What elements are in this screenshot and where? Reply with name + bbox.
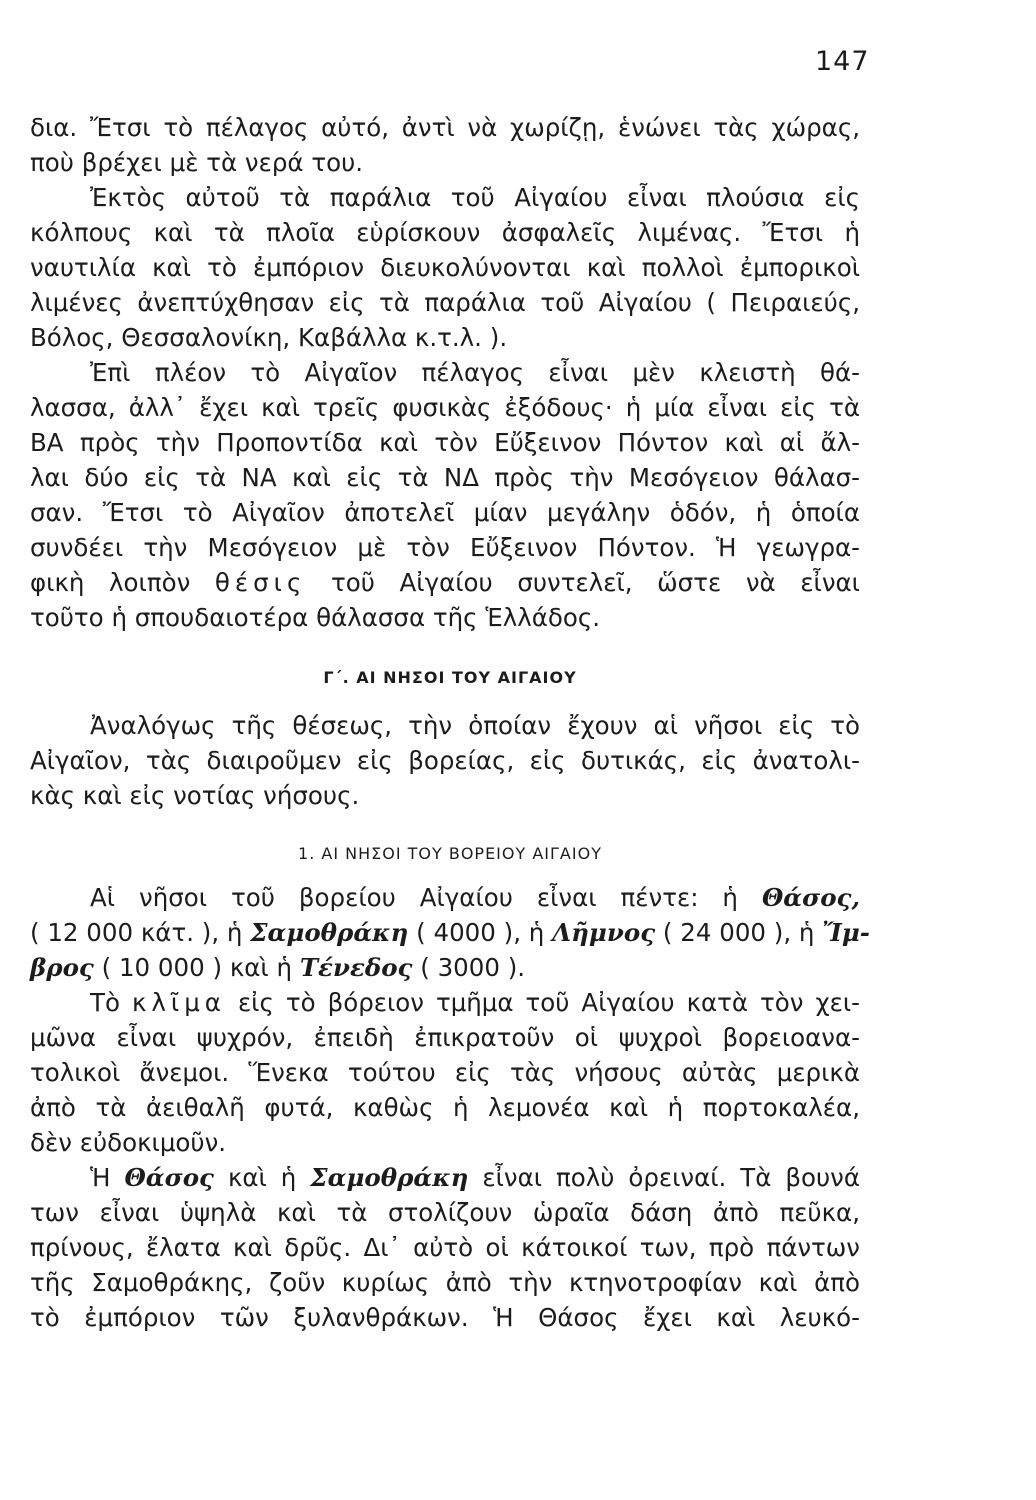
text-line: τοῦτο ἡ σπουδαιοτέρα θάλασσα τῆς Ἑλλάδος. — [30, 603, 601, 632]
text-line: ἀπὸ τὰ ἀειθαλῆ φυτά, καθὼς ἡ λεμονέα καὶ ἡ πορτοκαλέα, — [30, 1093, 860, 1122]
text-fragment: καὶ ἡ — [227, 1163, 297, 1192]
text-line — [30, 985, 860, 1020]
text-line: των εἶναι ὑψηλὰ καὶ τὰ στολίζουν ὡραῖα δάση ἀπὸ πεῦκα, — [30, 1198, 860, 1227]
text-line: κὰς καὶ εἰς νοτίας νήσους. — [30, 781, 360, 810]
text-fragment: Τὸ — [90, 988, 120, 1017]
section-islands-intro — [30, 708, 860, 813]
text-line: Αἰγαῖον, τὰς διαιροῦμεν εἰς βορείας, εἰς δυτικάς, εἰς ἀνατολι- — [30, 746, 860, 775]
text-line: σαν. Ἔτσι τὸ Αἰγαῖον ἀποτελεῖ μίαν μεγάλην ὁδόν, ἡ ὁποία — [30, 498, 860, 527]
island-name-samothraki: Σαμοθράκη — [310, 1163, 469, 1192]
island-name-samothraki: Σαμοθράκη — [250, 918, 409, 947]
island-name-thasos: Θάσος, — [761, 883, 860, 912]
text-line: δὲν εὐδοκιμοῦν. — [30, 1128, 227, 1157]
section-heading: Γ΄. ΑΙ ΝΗΣΟΙ ΤΟΥ ΑΙΓΑΙΟΥ — [323, 668, 577, 687]
text-line: ναυτιλία καὶ τὸ ἐμπόριον διευκολύνονται καὶ πολλοὶ ἐμπορικοὶ — [30, 253, 860, 282]
text-fragment: εἶναι πολὺ ὀρειναί. Τὰ βουνά — [482, 1163, 861, 1192]
text-line: λαι δύο εἰς τὰ ΝΑ καὶ εἰς τὰ ΝΔ πρὸς τὴν Μεσόγειον θάλασ- — [30, 463, 860, 492]
page-number: 147 — [815, 46, 870, 77]
island-name-tenedos: Τένεδος — [299, 953, 413, 982]
text-line — [30, 565, 860, 600]
spaced-word-climate: κλῖμα — [131, 988, 226, 1017]
text-fragment: ( 24 000 ), ἡ — [662, 918, 815, 947]
text-line: λιμένες ἀνεπτύχθησαν εἰς τὰ παράλια τοῦ Αἰγαίου ( Πειραιεύς, — [30, 288, 860, 317]
island-name-imvros-part2: βρος — [30, 953, 94, 982]
text-line: Ἀναλόγως τῆς θέσεως, τὴν ὁποίαν ἔχουν αἱ νῆσοι εἰς τὸ — [90, 711, 860, 740]
text-fragment: ( 4000 ), ἡ — [416, 918, 545, 947]
text-fragment: ( 12 000 κάτ. ), ἡ — [30, 918, 243, 947]
text-line: τὸ ἐμπόριον τῶν ξυλανθράκων. Ἡ Θάσος ἔχει καὶ λευκό- — [30, 1303, 860, 1332]
text-line: Ἐπὶ πλέον τὸ Αἰγαῖον πέλαγος εἶναι μὲν κλειστὴ θά- — [90, 358, 860, 387]
text-fragment: ( 3000 ). — [420, 953, 526, 982]
subsection-north-aegean-text — [30, 880, 870, 1335]
subsection-heading: 1. ΑΙ ΝΗΣΟΙ ΤΟΥ ΒΟΡΕΙΟΥ ΑΙΓΑΙΟΥ — [298, 844, 602, 863]
text-fragment: Αἱ νῆσοι τοῦ βορείου Αἰγαίου εἶναι πέντε: ἡ — [90, 883, 738, 912]
text-line: λασσα, ἀλλ᾽ ἔχει καὶ τρεῖς φυσικὰς ἐξόδους· ἡ μία εἶναι εἰς τὰ — [30, 393, 860, 422]
text-fragment: εἰς τὸ βόρειον τμῆμα τοῦ Αἰγαίου κατὰ τὸν χει- — [237, 988, 860, 1017]
text-line: Βόλος, Θεσσαλονίκη, Καβάλλα κ.τ.λ. ). — [30, 323, 508, 352]
section-intro-text — [30, 110, 860, 635]
text-line: τῆς Σαμοθράκης, ζοῦν κυρίως ἀπὸ τὴν κτηνοτροφίαν καὶ ἀπὸ — [30, 1268, 860, 1297]
text-line: κόλπους καὶ τὰ πλοῖα εὑρίσκουν ἀσφαλεῖς λιμένας. Ἔτσι ἡ — [30, 218, 860, 247]
island-name-imvros-part1: Ἴμ- — [822, 918, 870, 947]
text-line: ποὺ βρέχει μὲ τὰ νερά του. — [30, 148, 364, 177]
text-line: μῶνα εἶναι ψυχρόν, ἐπειδὴ ἐπικρατοῦν οἱ ψυχροὶ βορειοανα- — [30, 1023, 860, 1052]
island-name-thasos: Θάσος — [124, 1163, 214, 1192]
text-fragment: ( 10 000 ) καὶ ἡ — [101, 953, 293, 982]
text-fragment: τοῦ Αἰγαίου συντελεῖ, ὥστε νὰ εἶναι — [330, 568, 860, 597]
text-line — [30, 950, 860, 985]
island-name-limnos: Λῆμνος — [552, 918, 656, 947]
text-fragment: φικὴ λοιπὸν — [30, 568, 191, 597]
text-fragment: Ἡ — [90, 1163, 111, 1192]
text-line: συνδέει τὴν Μεσόγειον μὲ τὸν Εὔξεινον Πόντον. Ἡ γεωγρα- — [30, 533, 860, 562]
text-line — [30, 1160, 860, 1195]
text-line: τολικοὶ ἄνεμοι. Ἕνεκα τούτου εἰς τὰς νήσους αὐτὰς μερικὰ — [30, 1058, 860, 1087]
spaced-word-thesis: θέσις — [214, 568, 307, 597]
text-line — [30, 880, 860, 915]
text-line: δια. Ἔτσι τὸ πέλαγος αὐτό, ἀντὶ νὰ χωρίζῃ, ἑνώνει τὰς χώρας, — [30, 113, 860, 142]
text-line: Ἐκτὸς αὐτοῦ τὰ παράλια τοῦ Αἰγαίου εἶναι πλούσια εἰς — [90, 183, 860, 212]
text-line: ΒΑ πρὸς τὴν Προποντίδα καὶ τὸν Εὔξεινον Πόντον καὶ αἱ ἄλ- — [30, 428, 860, 457]
text-line — [30, 915, 870, 950]
text-line: πρίνους, ἔλατα καὶ δρῦς. Δι᾽ αὐτὸ οἱ κάτοικοί των, πρὸ πάντων — [30, 1233, 860, 1262]
